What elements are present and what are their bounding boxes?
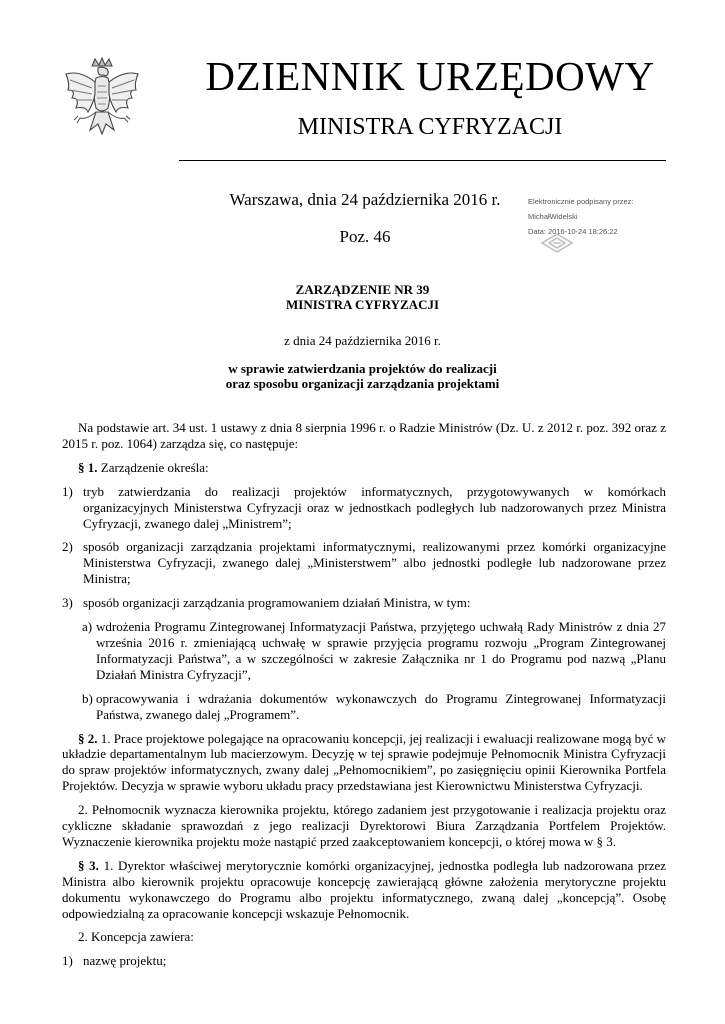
list-item-number: 3) bbox=[62, 595, 73, 611]
list-item-number: 1) bbox=[62, 483, 73, 499]
list-item-number: 2) bbox=[62, 539, 73, 555]
section-2-paragraph-2: 2. Pełnomocnik wyznacza kierownika projektu, którego zadaniem jest przygotowanie i realizacja projektu oraz cykliczne składanie sprawozdań z jego realizacji Dyrektorowi Biura Zarządzania Portfelem Projektów. Wyznaczenie kierownika projektu może nastąpić przed zaakceptowaniem koncepcji, o której mowa w § 3. bbox=[62, 802, 666, 849]
position-number: Poz. 46 bbox=[339, 227, 391, 246]
section-3-paragraph-2: 2. Koncepcja zawiera: bbox=[78, 929, 194, 945]
signature-label: Elektronicznie podpisany przez: bbox=[528, 197, 634, 206]
section-1-text: Zarządzenie określa: bbox=[100, 459, 209, 475]
sub-list-item-text: opracowywania i wdrażania dokumentów wykonawczych do Programu Zintegrowanej Informatyzacji Państwa, zwanego dalej „Programem”. bbox=[96, 690, 666, 722]
publication-dateline: Warszawa, dnia 24 października 2016 r. bbox=[229, 190, 501, 209]
list-item bbox=[62, 953, 666, 969]
act-subject-line1: w sprawie zatwierdzania projektów do realizacji bbox=[228, 361, 497, 376]
section-1-heading bbox=[62, 460, 666, 476]
electronic-signature-block bbox=[528, 196, 678, 237]
section-3-paragraph-1 bbox=[62, 858, 666, 922]
journal-title: DZIENNIK URZĘDOWY bbox=[205, 53, 655, 99]
document-body bbox=[62, 420, 666, 969]
act-title-line1: ZARZĄDZENIE NR 39 bbox=[295, 282, 430, 297]
sub-list-item-text: wdrożenia Programu Zintegrowanej Informatyzacji Państwa, przyjętego uchwałą Rady Ministrów z dnia 27 września 2016 r. zmieniającą uchwałę w sprawie przyjęcia programu rozwoju „Program Zintegrowanej Informatyzacji Państwa”, a w szczególności w zakresie Załącznika nr 1 do Programu pod nazwą „Planu Działań Ministra Cyfryzacji”, bbox=[96, 619, 666, 682]
sub-list-item bbox=[82, 691, 666, 723]
section-3-mark: § 3. bbox=[78, 857, 99, 873]
sub-list-item-letter: a) bbox=[82, 619, 93, 635]
list-item bbox=[62, 595, 666, 611]
list-item bbox=[62, 484, 666, 532]
act-date: z dnia 24 października 2016 r. bbox=[284, 333, 441, 348]
sub-list-item-letter: b) bbox=[82, 690, 93, 706]
section-2-text-1: 1. Prace projektowe polegające na opracowaniu koncepcji, jej realizacji i ewaluacji realizowane mogą być w układzie departamentalnym lub macierzowym. Decyzję w tej sprawie podejmuje Pełnomocnik Ministra Cyfryzacji do spraw projektów informatycznych, zwany dalej „Pełnomocnikiem”, po zasięgnięciu opinii Kierownika Portfela Projektów. Decyzja w sprawie wyboru układu pracy przedstawiana jest Kierownictwu Ministerstwa Cyfryzacji. bbox=[62, 730, 667, 794]
section-1-mark: § 1. bbox=[78, 459, 98, 475]
eagle-emblem-icon bbox=[62, 56, 142, 160]
header-divider bbox=[179, 160, 666, 161]
list-item-text: sposób organizacji zarządzania programowaniem działań Ministra, w tym: bbox=[83, 595, 471, 611]
journal-subtitle: MINISTRA CYFRYZACJI bbox=[297, 114, 563, 140]
list-item-text: sposób organizacji zarządzania projektami informatycznymi, realizowanymi przez komórki organizacyjne Ministerstwa Cyfryzacji, zwanego dalej „Ministerstwem” albo jednostki podległe lub nadzorowane przez Ministra; bbox=[83, 539, 666, 587]
legal-basis-paragraph: Na podstawie art. 34 ust. 1 ustawy z dnia 8 sierpnia 1996 r. o Radzie Ministrów (Dz. U. z 2012 r. poz. 392 oraz z 2015 r. poz. 1064) zarządza się, co następuje: bbox=[62, 420, 666, 451]
act-subject-line2: oraz sposobu organizacji zarządzania projektami bbox=[225, 376, 500, 391]
list-item-text: tryb zatwierdzania do realizacji projektów informatycznych, przygotowywanych w komórkach organizacyjnych Ministerstwa Cyfryzacji oraz w jednostkach podległych lub nadzorowanych przez Ministra Cyfryzacji, zwanego dalej „Ministrem”; bbox=[83, 483, 666, 531]
list-item-text: nazwę projektu; bbox=[83, 953, 167, 969]
act-subject bbox=[0, 361, 725, 391]
section-2-paragraph-1 bbox=[62, 731, 666, 795]
section-2-mark: § 2. bbox=[78, 730, 98, 746]
signature-signer: MichałWidelski bbox=[528, 212, 578, 221]
act-title bbox=[0, 282, 725, 312]
act-title-line2: MINISTRA CYFRYZACJI bbox=[285, 297, 440, 312]
list-item-number: 1) bbox=[62, 953, 73, 969]
list-item bbox=[62, 539, 666, 587]
section-3-text-1: 1. Dyrektor właściwej merytorycznie komórki organizacyjnej, jednostka podległa lub nadzorowana przez Ministra albo kierownik projektu opracowuje koncepcję zawierającą główne założenia merytoryczne projektu dokumentu wykonawczego do Programu albo projektu informatycznego, zwaną dalej „koncepcją”. Osobę odpowiedzialną za opracowanie koncepcji wskazuje Pełnomocnik. bbox=[62, 857, 667, 921]
sub-list-item bbox=[82, 619, 666, 683]
signature-date: Data: 2016-10-24 18:26:22 bbox=[528, 227, 618, 236]
signature-mark-icon bbox=[540, 232, 574, 254]
